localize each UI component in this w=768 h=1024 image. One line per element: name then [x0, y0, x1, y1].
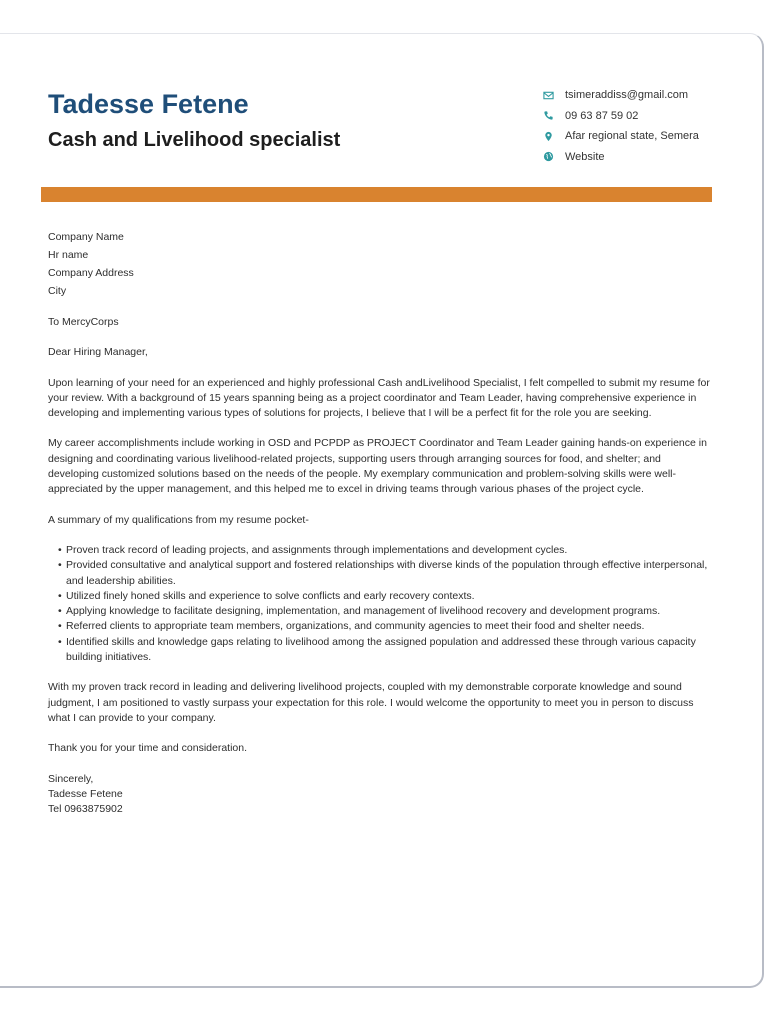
letter-body: [48, 228, 713, 817]
closing-paragraph: With my proven track record in leading and delivering livelihood projects, coupled with my demonstrable corporate knowledge and sound judgment, I am positioned to vastly surpass your expectation for this role. I would welcome the opportunity to meet you in person to discuss what I can provide to your company.: [48, 681, 694, 724]
accomplishments-paragraph: My career accomplishments include working in OSD and PCPDP as PROJECT Coordinator and Team Leader gaining hands-on experience in designing and coordinating various livelihood-related projects, supporting users through arranging sources for food, and shelter; and developing customized solutions based on the needs of the people. My exemplary communication and problem-solving skills were well-appreciated by the upper management, and this helped me to excel in driving teams through various phases of the project cycle.: [48, 437, 707, 496]
phone-icon: [543, 110, 554, 121]
qualification-item: • Proven track record of leading projects, and assignments through implementations and development cycles.: [58, 543, 713, 558]
thanks-line: Thank you for your time and consideration.: [48, 742, 248, 755]
contact-location: [543, 126, 699, 147]
contact-phone-text: 09 63 87 59 02: [565, 109, 639, 122]
recipient-company-name: Company Name: [48, 231, 124, 243]
contact-block: [543, 85, 699, 167]
salutation: Dear Hiring Manager,: [48, 346, 148, 359]
contact-location-text: Afar regional state, Semera: [565, 130, 699, 143]
summary-intro: A summary of my qualifications from my resume pocket-: [48, 513, 309, 526]
signature-closing: Sincerely,: [48, 772, 94, 785]
contact-website-text: Website: [565, 150, 605, 163]
qualification-item: • Referred clients to appropriate team members, organizations, and community agencies to meet their food and shelter needs.: [58, 619, 713, 634]
signature-tel: Tel 0963875902: [48, 803, 123, 816]
applicant-title: Cash and Livelihood specialist: [48, 129, 341, 151]
signature-name: Tadesse Fetene: [48, 787, 123, 800]
contact-phone[interactable]: [543, 106, 699, 127]
contact-website[interactable]: [543, 147, 699, 168]
qualification-item: • Applying knowledge to facilitate designing, implementation, and management of livelihood recovery and development programs.: [58, 604, 713, 619]
applicant-name: Tadesse Fetene: [48, 89, 249, 119]
contact-email[interactable]: [543, 85, 699, 106]
qualification-item: • Provided consultative and analytical support and fostered relationships with diverse kinds of the population through effective interpersonal, and leadership abilities.: [58, 558, 713, 589]
recipient-address: Company Address: [48, 267, 134, 279]
recipient-city: City: [48, 285, 67, 297]
qualification-item: • Identified skills and knowledge gaps relating to livelihood among the assigned population and addressed these through various capacity building initiatives.: [58, 635, 713, 666]
qualification-item: • Utilized finely honed skills and experience to solve conflicts and early recovery contexts.: [58, 589, 713, 604]
header-divider-bar: [41, 187, 712, 202]
email-icon: [543, 90, 554, 101]
to-line: To MercyCorps: [48, 316, 119, 328]
intro-paragraph: Upon learning of your need for an experienced and highly professional Cash andLivelihood Specialist, I felt compelled to submit my resume for your review. With a background of 15 years spanning being as a project coordinator and Team Leader, having comprehensive experience in developing and implementing various types of solutions for projects, I believe that I will be a perfect fit for the role you are seeking.: [48, 376, 710, 420]
location-icon: [543, 131, 554, 142]
qualifications-list: [48, 543, 713, 665]
globe-icon: [543, 151, 554, 162]
contact-email-text: tsimeraddiss@gmail.com: [565, 89, 689, 102]
recipient-hr-name: Hr name: [48, 249, 89, 261]
